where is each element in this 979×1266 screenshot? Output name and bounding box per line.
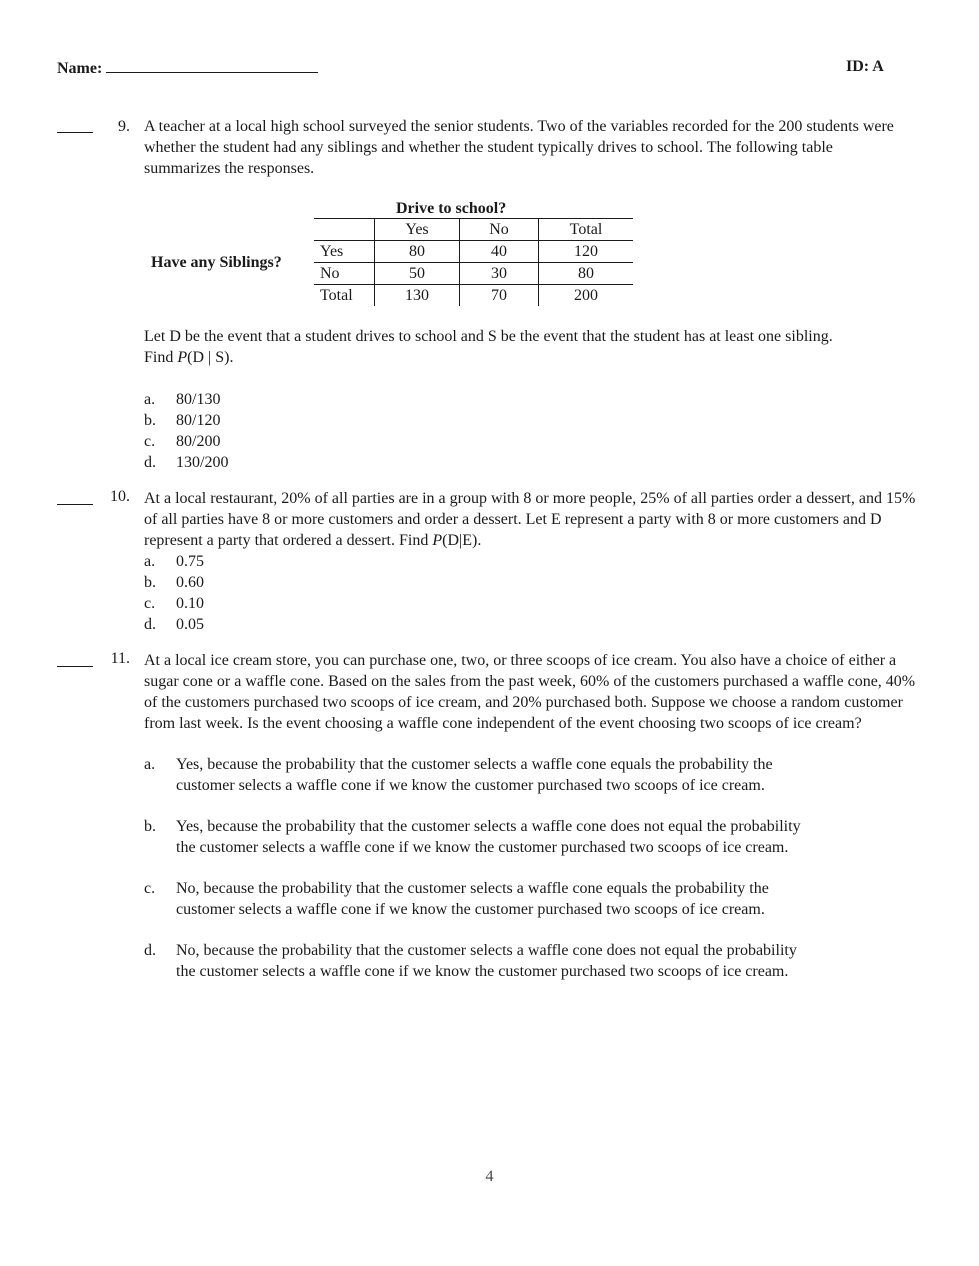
table-cell: 30 <box>491 265 507 282</box>
name-blank-line <box>106 58 318 73</box>
table-cell: 80 <box>578 265 594 282</box>
table-header-yes: Yes <box>405 221 429 238</box>
table-rule <box>459 218 460 306</box>
answer-blank-10[interactable] <box>57 490 93 505</box>
table-cell: 40 <box>491 243 507 260</box>
table-rule <box>374 218 375 306</box>
table-rule <box>314 240 633 241</box>
table-cell: 200 <box>574 287 598 304</box>
question-number: 11. <box>110 650 130 667</box>
page-number: 4 <box>485 1168 494 1185</box>
answer-blank-11[interactable] <box>57 652 93 667</box>
answer-blank-9[interactable] <box>57 118 93 133</box>
table-cell: 130 <box>405 287 429 304</box>
question-prompt: Let D be the event that a student drives to school and S be the event that the student has at least one sibling. Find P(D | S). <box>144 328 833 366</box>
table-rule <box>314 284 633 285</box>
table-cell: 70 <box>491 287 507 304</box>
table-rule <box>314 262 633 263</box>
table-row-title: Have any Siblings? <box>151 254 282 271</box>
table-cell: 120 <box>574 243 598 260</box>
table-row-label-total: Total <box>320 287 353 304</box>
table-cell: 80 <box>409 243 425 260</box>
question-text: At a local restaurant, 20% of all parties are in a group with 8 or more people, 25% of all parties order a dessert, and 15% of all parties have 8 or more customers and order a dessert. Let E represent a party with 8 or more customers and D represent a party that ordered a dessert. Find P(D|E). <box>144 490 916 549</box>
id-label: ID: A <box>846 58 884 75</box>
question-number: 10. <box>110 488 130 505</box>
question-text: A teacher at a local high school surveyed the senior students. Two of the variables recorded for the 200 students were whether the student had any siblings and whether the student typically drives to school. The following table summarizes the responses. <box>144 118 894 177</box>
table-rule <box>538 218 539 306</box>
table-rule <box>314 218 633 219</box>
name-label: Name: <box>57 60 103 77</box>
table-header-total: Total <box>569 221 603 238</box>
question-text: At a local ice cream store, you can purchase one, two, or three scoops of ice cream. You also have a choice of either a sugar cone or a waffle cone. Based on the sales from the past week, 60% of the customers purchased a waffle cone, 40% of the customers purchased two scoops of ice cream, and 20% purchased both. Suppose we choose a random customer from last week. Is the event choosing a waffle cone independent of the event choosing two scoops of ice cream? <box>144 652 916 732</box>
question-number: 9. <box>118 118 130 135</box>
table-row-label-yes: Yes <box>320 243 344 260</box>
name-field <box>57 58 318 78</box>
table-header-no: No <box>489 221 509 238</box>
table-row-label-no: No <box>320 265 340 282</box>
table-column-title: Drive to school? <box>396 200 507 217</box>
table-cell: 50 <box>409 265 425 282</box>
